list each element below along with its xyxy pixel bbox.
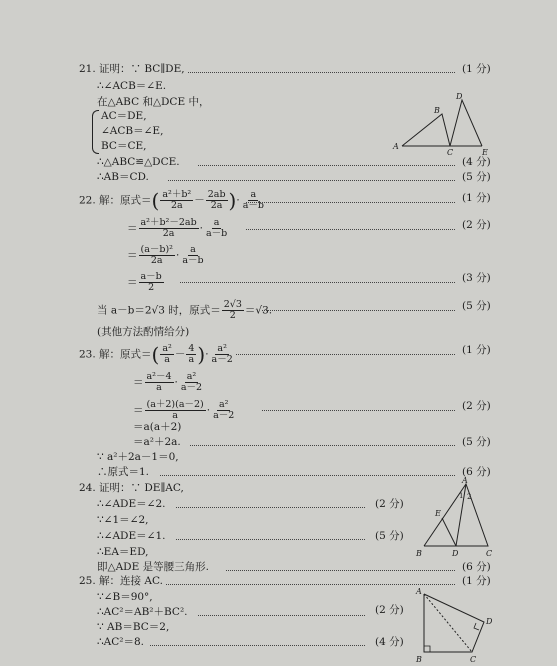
leader-dots [262, 310, 455, 311]
q23-line-1: 23. 解：原式＝( $\frac{\text{a²}}{a}$ － $\frac{4}{a}$ )· $\frac{\text{a²}}{a-2}$ [79, 342, 233, 367]
frac-num: a² [186, 371, 197, 382]
q23-line-2 [133, 372, 205, 393]
fig-label-b: B [416, 549, 422, 558]
q22-line-3 [127, 245, 207, 266]
frac-den: 2a [162, 228, 175, 239]
q22-score-2: (2 分) [462, 219, 491, 231]
brace [92, 110, 99, 154]
frac-den: 2 [148, 282, 155, 293]
frac-num: a²＋b² [162, 189, 192, 200]
fig-label-d: D [456, 92, 463, 101]
q21-line-3: 在△ABC 和△DCE 中， [97, 96, 210, 108]
frac-den: a－2 [213, 410, 235, 421]
frac-den: 2a [150, 255, 163, 266]
q22-line-2 [127, 218, 230, 239]
frac-den: a [164, 354, 170, 365]
frac-num: a－b [140, 271, 162, 282]
leader-dots [226, 570, 455, 571]
q25-score-3: (4 分) [375, 636, 404, 648]
fig-angle-1: 1 [459, 492, 464, 500]
fig-label-e: E [482, 148, 488, 156]
op: ＝ [127, 276, 138, 289]
fig-label-e: E [435, 509, 441, 518]
op: · [206, 404, 211, 417]
fig-label-b: B [434, 106, 440, 115]
fig-label-a: A [462, 476, 468, 485]
q21-triangle-figure [392, 92, 492, 156]
op: · [236, 194, 240, 207]
q23-label: 23. 解：原式＝ [79, 348, 152, 361]
q25-line-3: ∴AC²＝AB²＋BC². [97, 606, 188, 618]
leader-dots [198, 615, 365, 616]
op: ＝ [133, 376, 144, 389]
q24-score-3: (6 分) [462, 561, 491, 573]
leader-dots [190, 445, 455, 446]
q23-line-3 [133, 400, 237, 421]
fig-label-a: A [416, 587, 422, 596]
frac-den: a [188, 354, 195, 365]
frac-num: 2√3 [223, 299, 242, 310]
q24-line-1: 24. 证明：∵ DE∥AC, [79, 482, 184, 494]
q23-score-4: (6 分) [462, 466, 491, 478]
q25-line-1: 25. 解：连接 AC. [79, 575, 163, 587]
q22-label: 22. 解：原式＝ [79, 194, 152, 207]
leader-dots [176, 539, 365, 540]
q21-cond-1: AC＝DE, [101, 110, 147, 122]
q22-line-4 [127, 272, 165, 293]
q25-line-4: ∵ AB＝BC＝2, [97, 621, 170, 633]
leader-dots [246, 202, 455, 203]
q23-line-6: ∵ a²＋2a－1＝0, [97, 451, 179, 463]
q25-line-5: ∴AC²＝8. [97, 636, 145, 648]
q21-cond-2: ∠ACB＝∠E, [101, 125, 164, 137]
frac-den: 2a [210, 200, 223, 211]
frac-den: a－b [206, 228, 228, 239]
fig-label-d: D [486, 617, 493, 626]
leader-dots [236, 354, 455, 355]
op: · [175, 249, 180, 262]
frac-den: a－b [182, 255, 204, 266]
op: · [174, 376, 178, 389]
frac-num: a² [217, 343, 227, 354]
q24-line-2: ∴∠ADE＝∠2. [97, 498, 166, 510]
q22-result: ＝√3. [244, 304, 273, 317]
fig-label-c: C [486, 549, 493, 558]
fig-label-c: C [470, 655, 477, 664]
frac-num: a² [162, 343, 172, 354]
frac-den: a [172, 410, 178, 421]
q21-line-5: ∴AB＝CD. [97, 171, 149, 183]
fig-angle-2: 2 [467, 493, 472, 501]
q24-score-2: (5 分) [375, 530, 404, 542]
leader-dots [176, 507, 365, 508]
fig-label-b: B [416, 655, 422, 664]
frac-den: a－2 [180, 382, 203, 393]
q22-score-3: (3 分) [462, 272, 491, 284]
q24-line-3: ∵∠1＝∠2, [97, 514, 149, 526]
frac-den: 2 [229, 310, 236, 321]
op: ＝ [127, 249, 138, 262]
fig-label-d: D [452, 549, 459, 558]
q22-score-1: (1 分) [462, 192, 491, 204]
q25-line-2: ∵∠B＝90°, [97, 591, 153, 603]
q23-score-3: (5 分) [462, 436, 491, 448]
leader-dots [150, 645, 365, 646]
q24-triangle-figure [408, 474, 498, 560]
frac-den: a－2 [211, 354, 233, 365]
frac-num: a²－4 [146, 371, 172, 382]
frac-num: a [190, 244, 196, 255]
frac-den: a－b [242, 200, 264, 211]
q21-line-2: ∴∠ACB＝∠E. [97, 80, 167, 92]
fig-label-c: C [447, 148, 454, 156]
q23-line-7: ∴原式＝1. [97, 466, 150, 478]
fig-label-a: A [393, 142, 399, 151]
leader-dots [198, 165, 455, 166]
q24-line-6: 即△ADE 是等腰三角形. [97, 561, 209, 573]
op: － [194, 194, 205, 207]
frac-num: (a＋2)(a－2) [146, 399, 204, 410]
q21-score-2: (4 分) [462, 156, 491, 168]
frac-num: 4 [188, 343, 195, 354]
q23-score-1: (1 分) [462, 344, 491, 356]
frac-num: (a－b)² [140, 244, 173, 255]
frac-den: a [156, 382, 162, 393]
op: － [174, 348, 186, 361]
frac-num: a [213, 217, 220, 228]
op: · [199, 222, 203, 235]
q22-line-1: 22. 解：原式＝( $\frac{\text{a²＋b²}}{2a}$ － $\frac{2ab}{2a}$ )· $\frac{a}{a-b}$ [79, 188, 264, 213]
q25-quadrilateral-figure [410, 584, 500, 666]
q21-score-1: (1 分) [462, 63, 491, 75]
leader-dots [188, 72, 455, 73]
leader-dots [168, 180, 455, 181]
q24-line-4: ∴∠ADE＝∠1. [97, 530, 166, 542]
op: ＝ [133, 404, 144, 417]
leader-dots [262, 410, 455, 411]
q22-line-5 [97, 300, 272, 321]
q23-score-2: (2 分) [462, 400, 491, 412]
q25-score-2: (2 分) [375, 604, 404, 616]
q24-line-5: ∴EA＝ED, [97, 546, 149, 558]
q21-score-3: (5 分) [462, 171, 491, 183]
frac-num: a [250, 189, 257, 200]
frac-num: a²＋b²－2ab [140, 217, 197, 228]
q22-other-note: (其他方法酌情给分) [97, 326, 190, 338]
leader-dots [180, 282, 455, 283]
frac-num: a² [218, 399, 229, 410]
q21-line-4: ∴△ABC≌△DCE. [97, 156, 180, 168]
q23-line-4: ＝a(a＋2) [133, 421, 182, 433]
q22-score-4: (5 分) [462, 300, 491, 312]
leader-dots [246, 229, 455, 230]
op: · [205, 348, 209, 361]
q22-when: 当 a－b＝2√3 时，原式＝ [97, 304, 221, 317]
frac-num: 2ab [207, 189, 226, 200]
q21-line-1: 21. 证明：∵ BC∥DE, [79, 63, 185, 75]
q23-line-5: ＝a²＋2a. [133, 436, 181, 448]
op: ＝ [127, 222, 138, 235]
frac-den: 2a [170, 200, 183, 211]
q21-cond-3: BC＝CE, [101, 140, 147, 152]
q25-score-1: (1 分) [462, 575, 491, 587]
q24-score-1: (2 分) [375, 498, 404, 510]
